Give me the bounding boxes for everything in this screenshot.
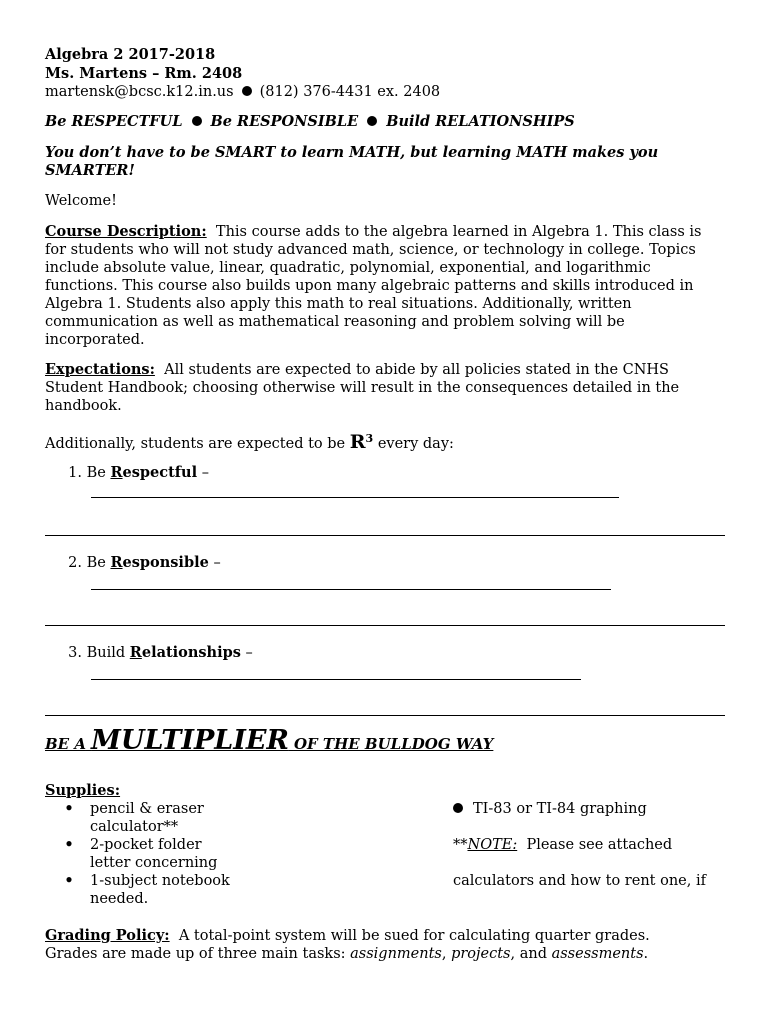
supplies-right (453, 800, 728, 890)
expectations-text: All students are expected to abide by all policies stated in the CNHS Student Handbook; choosing otherwise will result in the consequences detailed in the handbook. (45, 362, 680, 414)
bulldog-multiplier: MULTIPLIER (91, 725, 289, 756)
task-assignments: assignments (350, 946, 442, 962)
supply-line: letter concerning (90, 855, 218, 871)
note-continued: calculators and how to rent one, if (453, 873, 706, 889)
welcome-text: Welcome! (45, 193, 117, 209)
bulldog-post: OF THE BULLDOG WAY (293, 735, 494, 753)
supply-line: 2-pocket folder (90, 837, 202, 853)
task-projects: projects (451, 946, 511, 962)
course-description-heading: Course Description: (45, 223, 207, 240)
teacher-phone: (812) 376-4431 ex. 2408 (259, 84, 441, 100)
item-pre: Build (86, 645, 126, 661)
item-number: 1. (68, 465, 82, 481)
grading-policy: Grading Policy: A total-point system will be sued for calculating quarter grades. Grades are made up of three main tasks: assignments, projects, and assessments. (45, 927, 650, 962)
grading-and: , and (510, 946, 547, 962)
bulldog-heading (45, 725, 494, 756)
write-in-line[interactable] (91, 679, 581, 680)
teacher-email[interactable]: martensk@bcsc.k12.in.us (45, 84, 234, 100)
r3-prefix: Additionally, students are expected to be (45, 435, 346, 452)
calculator-note (453, 836, 728, 854)
item-word: espectful (122, 464, 198, 481)
item-letter: R (110, 554, 123, 571)
bullet-icon: • (64, 800, 74, 817)
expectations-heading: Expectations: (45, 361, 155, 378)
note-text: Please see attached (526, 837, 673, 853)
contact-line (45, 83, 440, 101)
course-description (45, 223, 717, 349)
bullet-dot-icon (453, 803, 463, 813)
grading-period: . (643, 946, 649, 962)
item-pre: Be (86, 555, 106, 571)
teacher-room: Ms. Martens – Rm. 2408 (45, 65, 243, 82)
task-assessments: assessments (551, 946, 644, 962)
item-dash: – (213, 555, 221, 571)
r3-line (45, 430, 454, 453)
write-in-line[interactable] (45, 625, 725, 626)
motto-line (45, 113, 575, 131)
r3-letter: R (349, 430, 366, 453)
note-label: NOTE: (467, 837, 518, 853)
item-word: esponsible (122, 554, 209, 571)
supply-calculator: TI-83 or TI-84 graphing (473, 801, 647, 817)
item-word: elationships (141, 644, 241, 661)
supply-item (63, 800, 283, 836)
bullet-icon: • (64, 872, 74, 889)
supplies-heading: Supplies: (45, 782, 121, 799)
supply-item (63, 836, 283, 872)
write-in-line[interactable] (91, 497, 619, 498)
item-pre: Be (86, 465, 106, 481)
item-number: 3. (68, 645, 82, 661)
motto-responsible: Be RESPONSIBLE (210, 113, 359, 130)
r3-exponent: 3 (365, 432, 374, 445)
supply-item (63, 872, 283, 908)
expectations (45, 361, 713, 415)
expectation-item-1 (45, 464, 209, 482)
grading-tasks-intro: Grades are made up of three main tasks: (45, 946, 346, 962)
course-title: Algebra 2 2017-2018 (45, 46, 216, 63)
item-dash: – (201, 465, 209, 481)
supply-line: pencil & eraser (90, 801, 204, 817)
tagline: You don’t have to be SMART to learn MATH, but learning MATH makes you SMARTER! (45, 144, 659, 179)
supply-line: calculator** (90, 819, 179, 835)
bullet-dot-icon (242, 86, 252, 96)
supply-line: needed. (90, 891, 149, 907)
note-prefix: ** (453, 837, 468, 853)
bullet-icon: • (64, 836, 74, 853)
expectation-item-3 (45, 644, 253, 662)
item-number: 2. (68, 555, 82, 571)
bulldog-pre: BE A (45, 735, 86, 753)
supply-item-calculator (453, 800, 728, 818)
expectation-item-2 (45, 554, 221, 572)
bullet-dot-icon (192, 116, 202, 126)
item-letter: R (129, 644, 142, 661)
motto-respectful: Be RESPECTFUL (45, 113, 183, 130)
bullet-dot-icon (367, 116, 377, 126)
item-letter: R (110, 464, 123, 481)
supply-line: 1-subject notebook (90, 873, 230, 889)
course-description-text: This course adds to the algebra learned in Algebra 1. This class is for students who will not study advanced math, science, or technology in college. Topics include absolute value, linear, quadratic, polynomial, exponential, and logarithmic functions. This course also builds upon many algebraic patterns and skills introduced in Algebra 1. Students also apply this math to real situations. Additionally, written communication as well as mathematical reasoning and problem solving will be incorporated. (45, 224, 702, 348)
grading-text: A total-point system will be sued for calculating quarter grades. (178, 928, 650, 944)
write-in-line[interactable] (91, 589, 611, 590)
r3-suffix: every day: (377, 435, 454, 452)
item-dash: – (245, 645, 253, 661)
supplies-list (63, 800, 283, 908)
grading-heading: Grading Policy: (45, 927, 170, 944)
write-in-line[interactable] (45, 715, 725, 716)
motto-relationships: Build RELATIONSHIPS (386, 113, 575, 130)
write-in-line[interactable] (45, 535, 725, 536)
